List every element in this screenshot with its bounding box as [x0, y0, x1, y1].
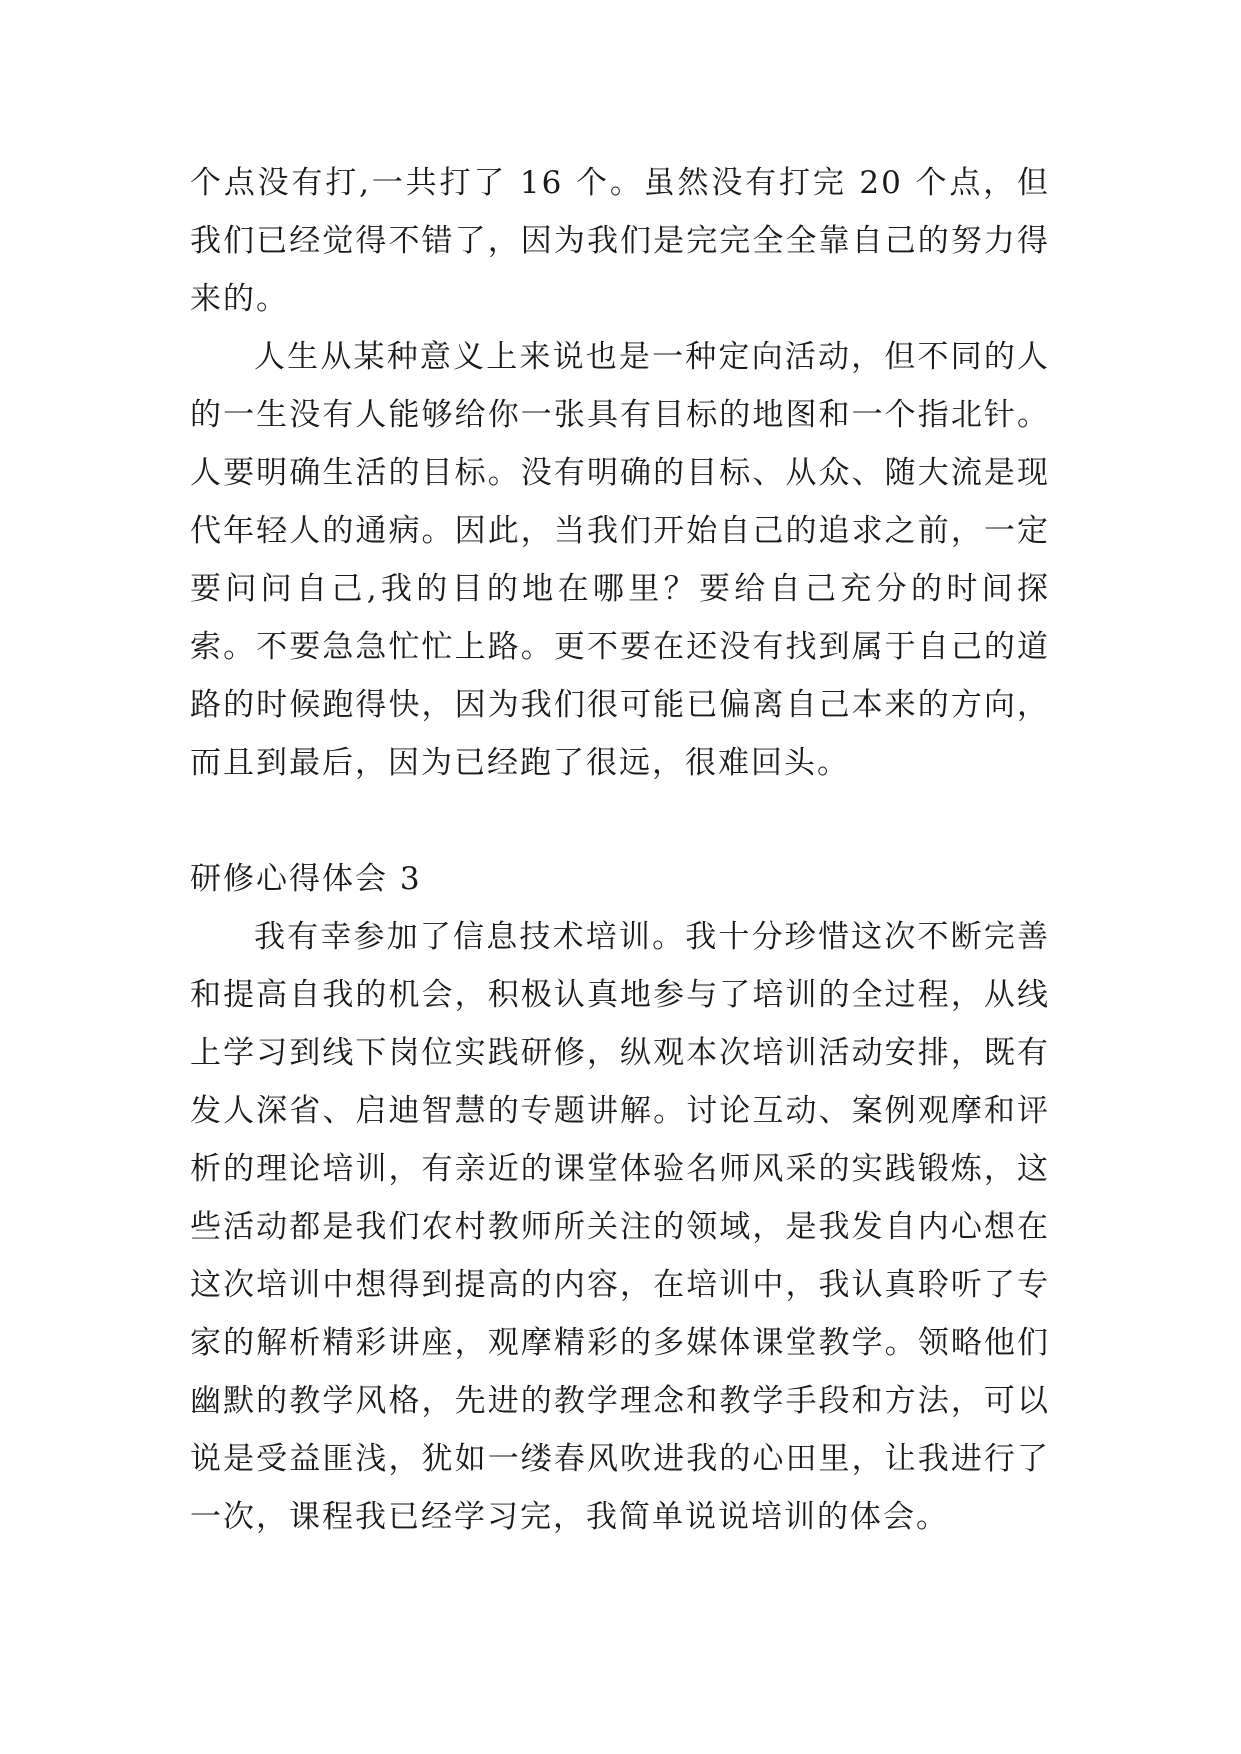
paragraph-continuation: 个点没有打,一共打了 16 个。虽然没有打完 20 个点，但我们已经觉得不错了，因为我们是完完全全靠自己的努力得来的。 — [190, 165, 1050, 317]
section-heading: 研修心得体会 3 — [190, 861, 422, 897]
paragraph-life-direction: 人生从某种意义上来说也是一种定向活动，但不同的人的一生没有人能够给你一张具有目标的地图和一个指北针。人要明确生活的目标。没有明确的目标、从众、随大流是现代年轻人的通病。因此，当我们开始自己的追求之前，一定要问问自己,我的目的地在哪里？要给自己充分的时间探索。不要急急忙忙上路。更不要在还没有找到属于自己的道路的时候跑得快，因为我们很可能已偏离自己本来的方向，而且到最后，因为已经跑了很远，很难回头。 — [190, 339, 1050, 781]
document-body — [190, 154, 1050, 1546]
paragraph-training: 我有幸参加了信息技术培训。我十分珍惜这次不断完善和提高自我的机会，积极认真地参与了培训的全过程，从线上学习到线下岗位实践研修，纵观本次培训活动安排，既有发人深省、启迪智慧的专题讲解。讨论互动、案例观摩和评析的理论培训，有亲近的课堂体验名师风采的实践锻炼，这些活动都是我们农村教师所关注的领域，是我发自内心想在这次培训中想得到提高的内容，在培训中，我认真聆听了专家的解析精彩讲座，观摩精彩的多媒体课堂教学。领略他们幽默的教学风格，先进的教学理念和教学手段和方法，可以说是受益匪浅，犹如一缕春风吹进我的心田里，让我进行了一次，课程我已经学习完，我简单说说培训的体会。 — [190, 919, 1050, 1535]
